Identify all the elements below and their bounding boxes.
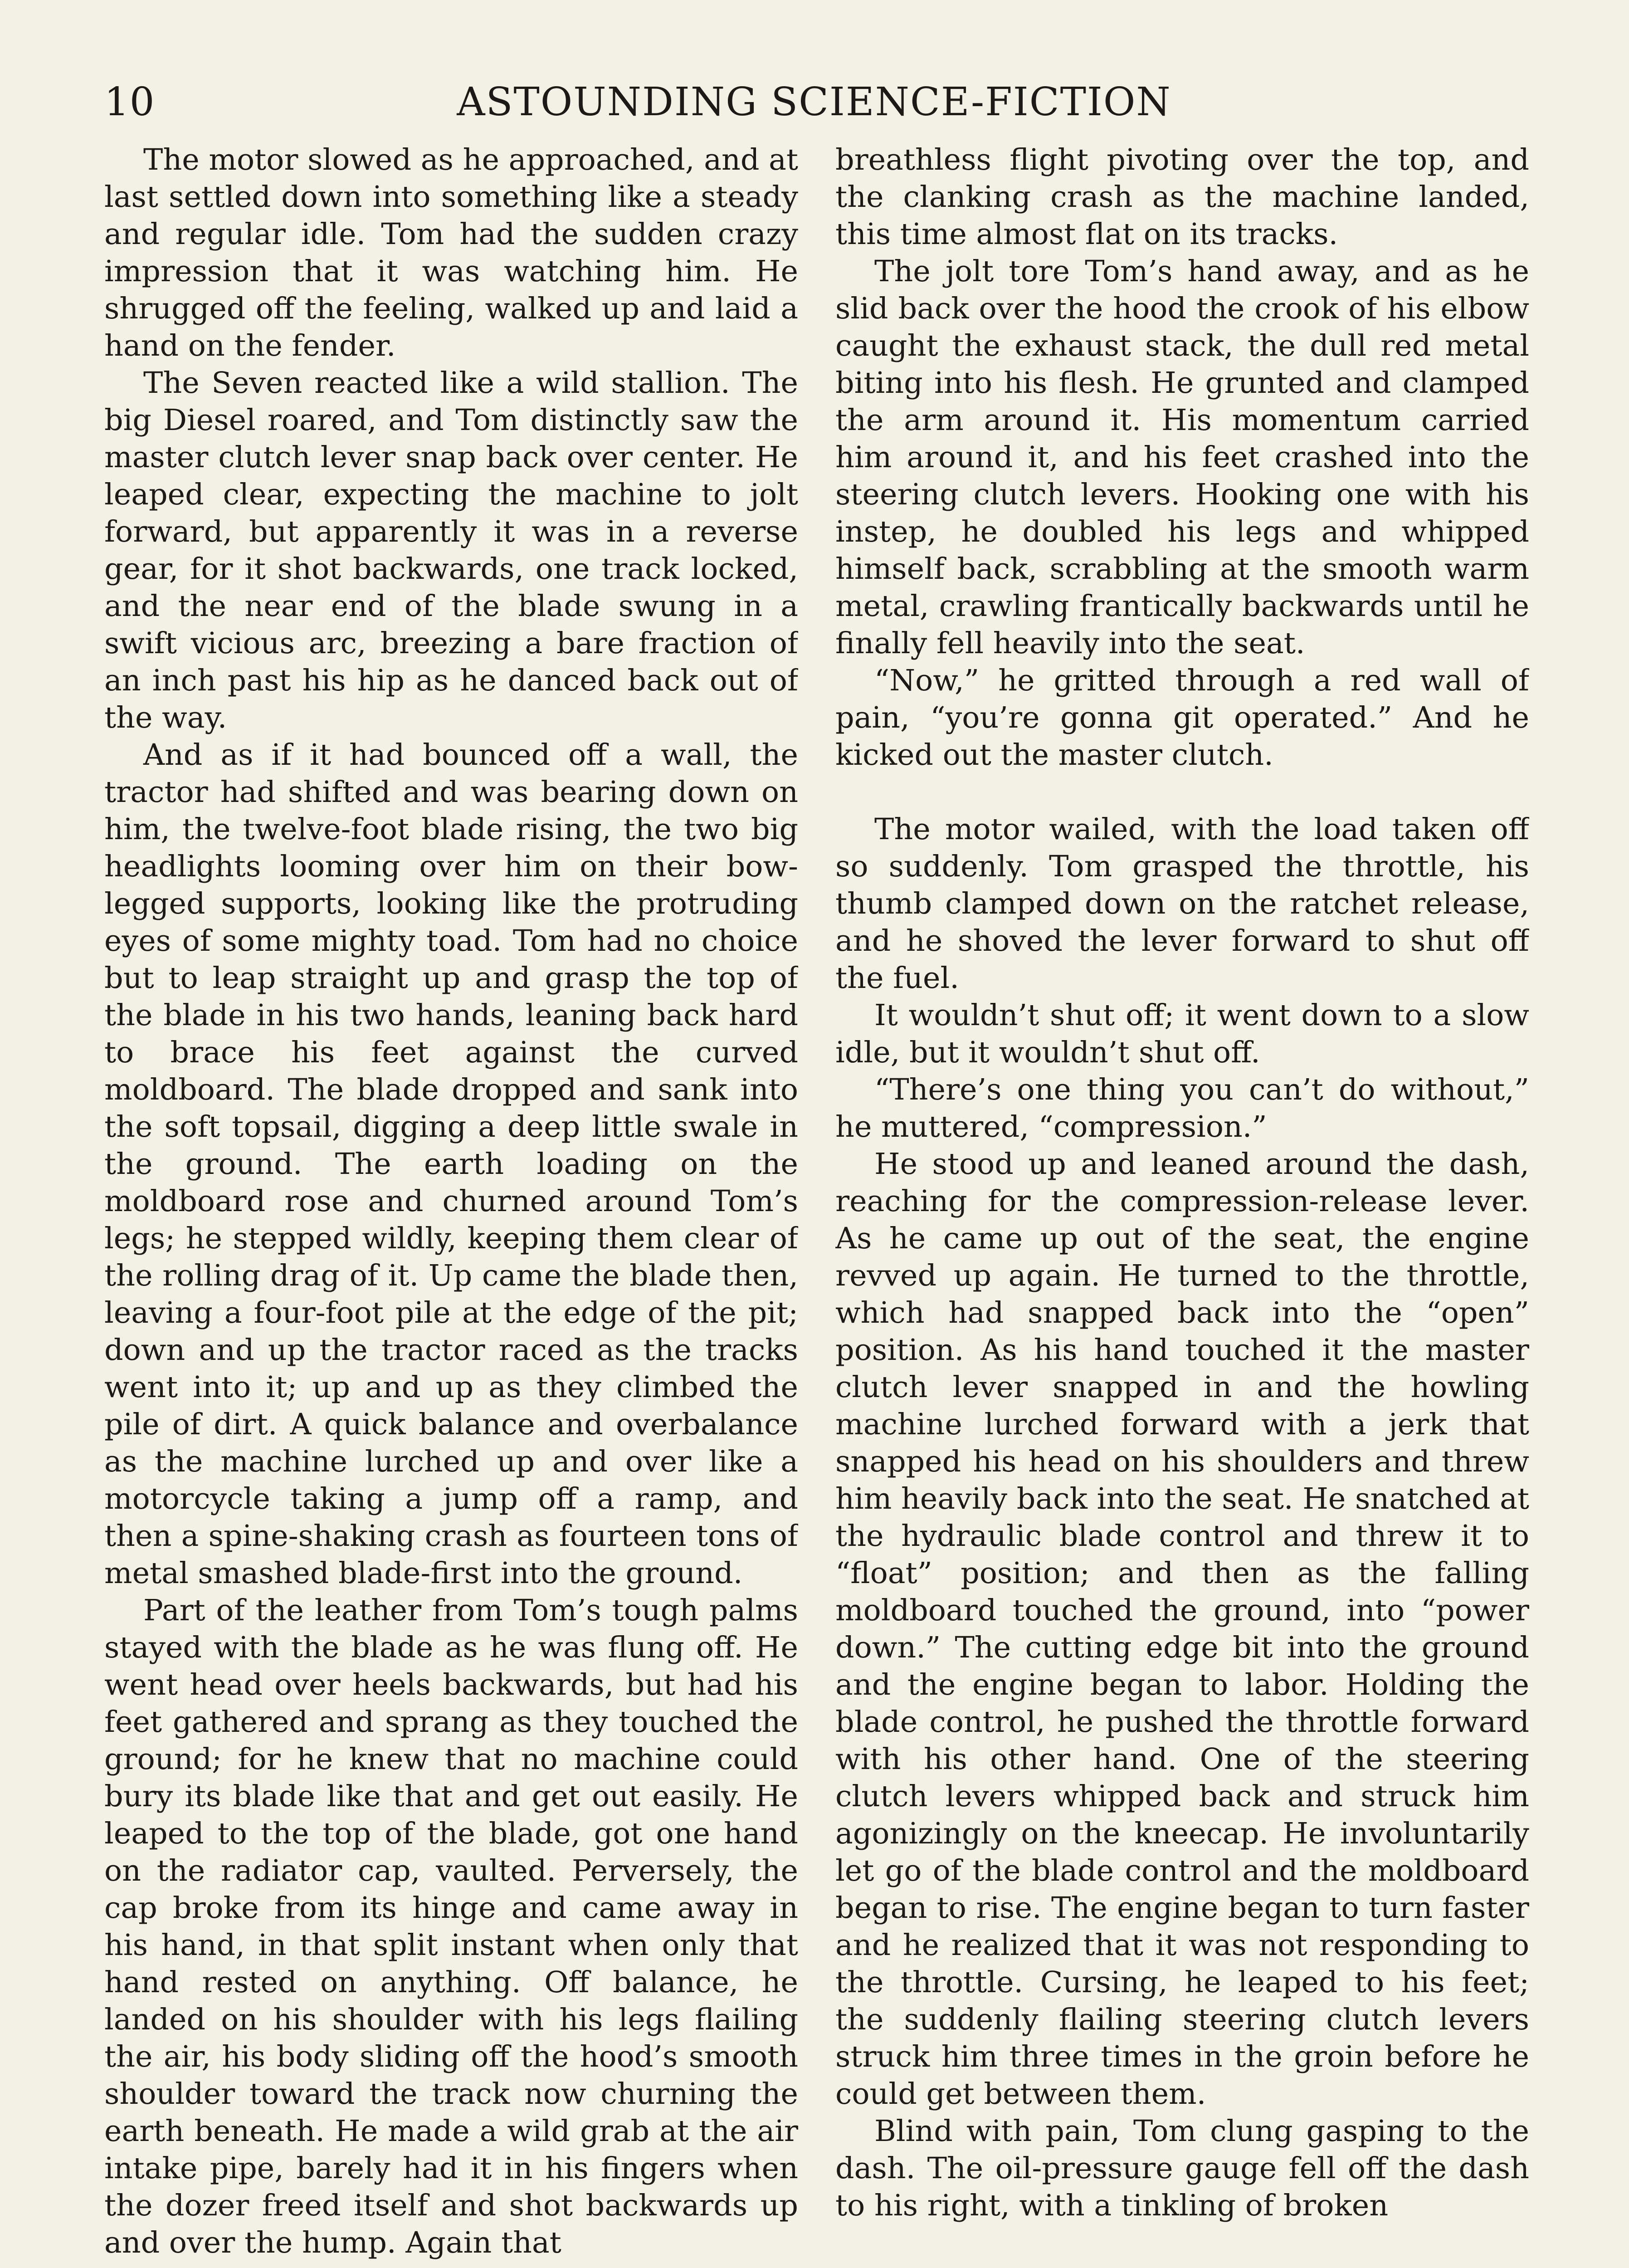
paragraph: The Seven reacted like a wild stallion. The big Diesel roared, and Tom distinctly saw the master clutch lever snap back over center. He leaped clear, expecting the machine to jolt forward, but apparently it was in a reverse gear, for it shot backwards, one track locked, and the near end of the blade swung in a swift vicious arc, breezing a bare fraction of an inch past his hip as he danced back out of the way. — [104, 366, 798, 735]
page-header — [104, 77, 1524, 127]
paragraph: He stood up and leaned around the dash, reaching for the compression-release lever. As he came up out of the seat, the engine revved up again. He turned to the throttle, which had snapped back into the “open” position. As his hand touched it the master clutch lever snapped in and the howling machine lurched forward with a jerk that snapped his head on his shoulders and threw him heavily back into the seat. He snatched at the hydraulic blade control and threw it to “float” position; and then as the falling moldboard touched the ground, into “power down.” The cutting edge bit into the ground and the engine began to labor. Holding the blade control, he pushed the throttle forward with his other hand. One of the steering clutch levers whipped back and struck him agonizingly on the kneecap. He involuntarily let go of the blade control and the moldboard began to rise. The engine began to turn faster and he realized that it was not responding to the throttle. Cursing, he leaped to his feet; the suddenly flailing steering clutch levers struck him three times in the groin before he could get between them. — [835, 1147, 1529, 2111]
paragraph: It wouldn’t shut off; it went down to a slow idle, but it wouldn’t shut off. — [835, 998, 1529, 1070]
right-column — [835, 142, 1529, 2268]
paragraph: The motor slowed as he approached, and at last settled down into something like a steady and regular idle. Tom had the sudden crazy impression that it was watching him. He shrugged off the feeling, walked up and laid a hand on the fender. — [104, 143, 798, 363]
section-break — [835, 774, 1529, 811]
paragraph: And as if it had bounced off a wall, the tractor had shifted and was bearing down on him, the twelve-foot blade rising, the two big headlights looming over him on their bow-legged supports, looking like the protruding eyes of some mighty toad. Tom had no choice but to leap straight up and grasp the top of the blade in his two hands, leaning back hard to brace his feet against the curved moldboard. The blade dropped and sank into the soft topsail, digging a deep little swale in the ground. The earth loading on the moldboard rose and churned around Tom’s legs; he stepped wildly, keeping them clear of the rolling drag of it. Up came the blade then, leaving a four-foot pile at the edge of the pit; down and up the tractor raced as the tracks went into it; up and up as they climbed the pile of dirt. A quick balance and overbalance as the machine lurched up and over like a motorcycle taking a jump off a ramp, and then a spine-shaking crash as fourteen tons of metal smashed blade-first into the ground. — [104, 738, 798, 1590]
paragraph: The motor wailed, with the load taken off so suddenly. Tom grasped the throttle, his thumb clamped down on the ratchet release, and he shoved the lever forward to shut off the fuel. — [835, 812, 1529, 995]
page-number: 10 — [104, 79, 155, 125]
paragraph: The jolt tore Tom’s hand away, and as he slid back over the hood the crook of his elbow caught the exhaust stack, the dull red metal biting into his flesh. He grunted and clamped the arm around it. His momentum carried him around it, and his feet crashed into the steering clutch levers. Hooking one with his instep, he doubled his legs and whipped himself back, scrabbling at the smooth warm metal, crawling frantically backwards until he finally fell heavily into the seat. — [835, 254, 1529, 660]
paragraph: Blind with pain, Tom clung gasping to the dash. The oil-pressure gauge fell off the dash to his right, with a tinkling of broken — [835, 2114, 1529, 2223]
running-title: ASTOUNDING SCIENCE-FICTION — [457, 79, 1171, 125]
paragraph: Part of the leather from Tom’s tough palms stayed with the blade as he was flung off. He went head over heels backwards, but had his feet gathered and sprang as they touched the ground; for he knew that no machine could bury its blade like that and get out easily. He leaped to the top of the blade, got one hand on the radiator cap, vaulted. Perversely, the cap broke from its hinge and came away in his hand, in that split instant when only that hand rested on anything. Off balance, he landed on his shoulder with his legs flailing the air, his body sliding off the hood’s smooth shoulder toward the track now churning the earth beneath. He made a wild grab at the air intake pipe, barely had it in his fingers when the dozer freed itself and shot backwards up and over the hump. Again that — [104, 1593, 798, 2260]
paragraph: “There’s one thing you can’t do without,” he muttered, “compression.” — [835, 1073, 1529, 1144]
left-column — [104, 142, 798, 2268]
paragraph: breathless flight pivoting over the top, and the clanking crash as the machine landed, this time almost flat on its tracks. — [835, 143, 1529, 251]
paragraph: “Now,” he gritted through a red wall of pain, “you’re gonna git operated.” And he kicked out the master clutch. — [835, 664, 1529, 772]
